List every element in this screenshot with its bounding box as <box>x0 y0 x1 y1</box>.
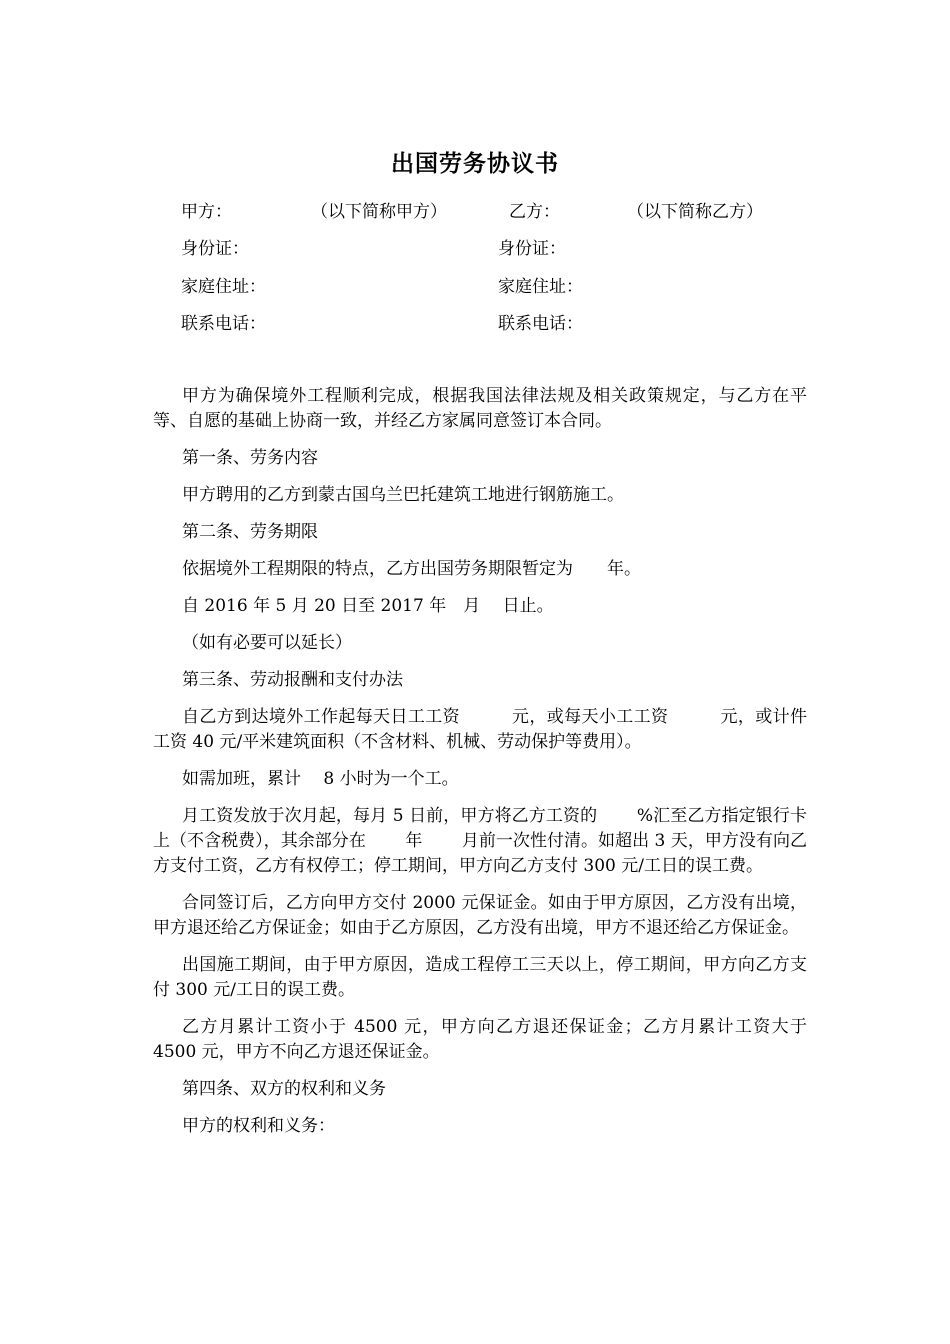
article-3-heading: 第三条、劳动报酬和支付办法 <box>182 670 403 690</box>
party-a-id-label: 身份证： <box>181 239 249 259</box>
article-3-payment: 月工资发放于次月起，每月 5 日前，甲方将乙方工资的 %汇至乙方指定银行卡上（不含税费），其余部分在 年 月前一次性付清。如超出 3 天，甲方没有向乙方支付工资，乙方有权停工；停工期间，甲方向乙方支付 300 元/工日的误工费。 <box>153 806 807 876</box>
party-a-label: 甲方： <box>181 202 232 222</box>
article-3-deposit-refund: 乙方月累计工资小于 4500 元，甲方向乙方退还保证金；乙方月累计工资大于 4500 元，甲方不向乙方退还保证金。 <box>153 1017 807 1062</box>
party-a-rights-heading: 甲方的权利和义务： <box>182 1116 335 1136</box>
article-3-downtime: 出国施工期间，由于甲方原因，造成工程停工三天以上，停工期间，甲方向乙方支付 300 元/工日的误工费。 <box>153 955 807 1000</box>
document-title: 出国劳务协议书 <box>391 150 559 177</box>
party-b-address-label: 家庭住址： <box>498 277 583 297</box>
contract-body <box>153 384 807 1151</box>
party-b-label: 乙方： <box>509 202 560 222</box>
article-2-term: 依据境外工程期限的特点，乙方出国劳务期限暂定为 年。 <box>182 559 641 579</box>
article-1-heading: 第一条、劳务内容 <box>182 448 318 468</box>
article-2-extension-note: （如有必要可以延长） <box>182 633 352 653</box>
article-2-dates: 自 2016 年 5 月 20 日至 2017 年 月 日止。 <box>182 596 554 616</box>
article-4-heading: 第四条、双方的权利和义务 <box>182 1079 386 1099</box>
article-3-overtime: 如需加班，累计 8 小时为一个工。 <box>182 769 459 789</box>
article-3-deposit: 合同签订后，乙方向甲方交付 2000 元保证金。如由于甲方原因，乙方没有出境，甲方退还给乙方保证金；如由于乙方原因，乙方没有出境，甲方不退还给乙方保证金。 <box>153 893 807 938</box>
party-b-id-label: 身份证： <box>498 239 566 259</box>
party-a-address-label: 家庭住址： <box>181 277 266 297</box>
party-b-phone-label: 联系电话： <box>498 314 583 334</box>
party-a-phone-label: 联系电话： <box>181 314 266 334</box>
preamble-paragraph: 甲方为确保境外工程顺利完成，根据我国法律法规及相关政策规定，与乙方在平等、自愿的基础上协商一致，并经乙方家属同意签订本合同。 <box>153 386 807 431</box>
article-1-text: 甲方聘用的乙方到蒙古国乌兰巴托建筑工地进行钢筋施工。 <box>182 485 624 505</box>
party-a-alias: （以下简称甲方） <box>311 202 447 222</box>
party-b-alias: （以下简称乙方） <box>627 202 763 222</box>
article-2-heading: 第二条、劳务期限 <box>182 522 318 542</box>
article-3-wages: 自乙方到达境外工作起每天日工工资 元，或每天小工工资 元，或计件工资 40 元/平米建筑面积（不含材料、机械、劳动保护等费用）。 <box>153 707 807 752</box>
